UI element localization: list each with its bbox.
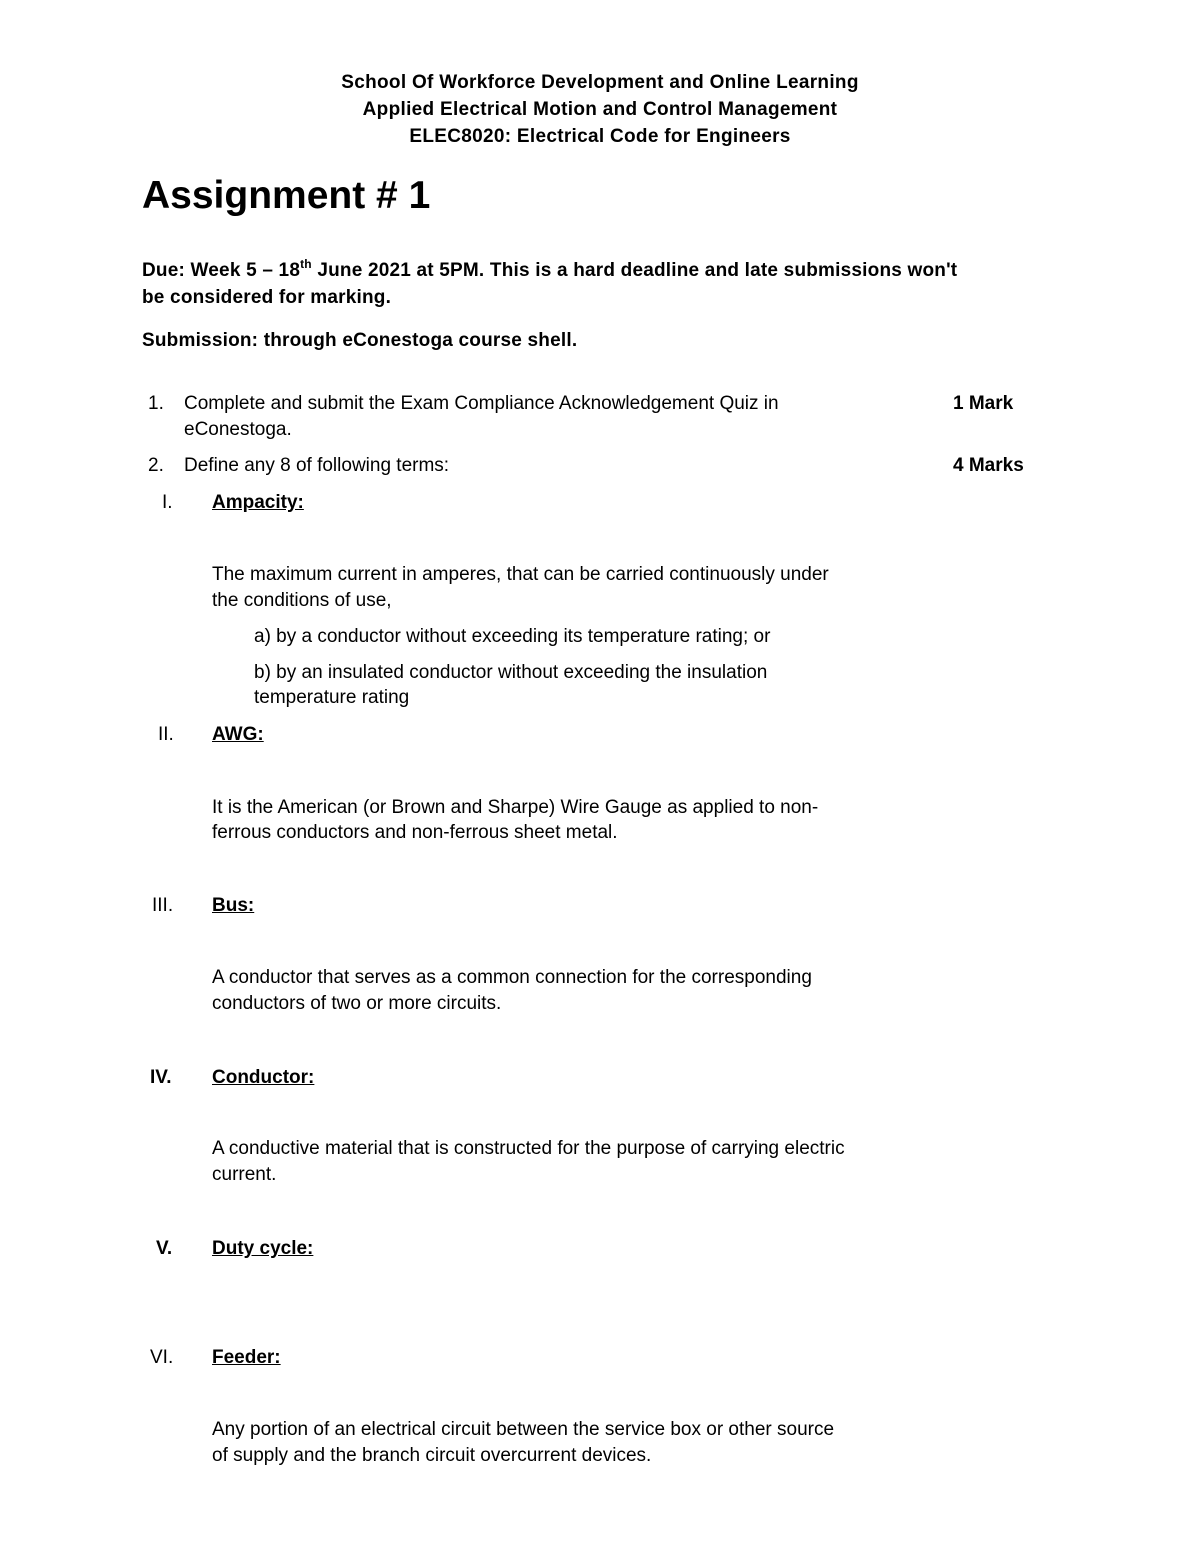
term-heading: Conductor: <box>212 1067 315 1088</box>
term-definition: A conductive material that is constructed for the purpose of carrying electric <box>212 1138 845 1159</box>
term-subitem-b-2: temperature rating <box>254 687 410 708</box>
school-name: School Of Workforce Development and Online Learning <box>341 72 859 93</box>
term-numeral: I. <box>162 492 173 513</box>
term-heading: Duty cycle: <box>212 1238 314 1259</box>
due-superscript: th <box>300 256 312 271</box>
term-definition: The maximum current in amperes, that can be carried continuously under <box>212 564 829 585</box>
term-definition-2: ferrous conductors and non-ferrous sheet metal. <box>212 822 618 843</box>
term-heading: AWG: <box>212 724 264 745</box>
question-number: 2. <box>148 455 164 476</box>
due-prefix: Due: Week 5 – 18 <box>142 260 301 281</box>
term-definition-2: conductors of two or more circuits. <box>212 993 502 1014</box>
term-numeral: VI. <box>150 1347 174 1368</box>
term-heading: Feeder: <box>212 1347 281 1368</box>
term-definition: Any portion of an electrical circuit between the service box or other source <box>212 1419 835 1440</box>
term-numeral: II. <box>158 724 174 745</box>
program-name: Applied Electrical Motion and Control Management <box>362 99 838 120</box>
course-name: ELEC8020: Electrical Code for Engineers <box>409 126 791 147</box>
term-definition-2: current. <box>212 1164 277 1185</box>
due-suffix: June 2021 at 5PM. This is a hard deadline and late submissions won't <box>311 260 958 281</box>
term-subitem-b: b) by an insulated conductor without exceeding the insulation <box>254 662 768 683</box>
term-heading: Bus: <box>212 895 255 916</box>
question-marks: 1 Mark <box>953 393 1014 414</box>
question-number: 1. <box>148 393 164 414</box>
question-marks: 4 Marks <box>953 455 1024 476</box>
term-numeral: III. <box>152 895 174 916</box>
question-text: Define any 8 of following terms: <box>184 455 450 476</box>
term-definition: A conductor that serves as a common connection for the corresponding <box>212 967 812 988</box>
submission-line: Submission: through eConestoga course shell. <box>142 330 578 351</box>
term-definition: It is the American (or Brown and Sharpe) Wire Gauge as applied to non- <box>212 797 819 818</box>
question-text: Complete and submit the Exam Compliance Acknowledgement Quiz in <box>184 393 779 414</box>
question-text-2: eConestoga. <box>184 419 292 440</box>
term-definition-2: the conditions of use, <box>212 590 392 611</box>
term-numeral: V. <box>156 1238 173 1259</box>
term-definition-2: of supply and the branch circuit overcurrent devices. <box>212 1445 652 1466</box>
term-heading: Ampacity: <box>212 492 304 513</box>
due-line <box>142 256 958 282</box>
term-numeral: IV. <box>150 1067 172 1088</box>
page-title: Assignment # 1 <box>142 174 431 217</box>
due-line-2: be considered for marking. <box>142 287 392 308</box>
term-subitem-a: a) by a conductor without exceeding its temperature rating; or <box>254 626 771 647</box>
